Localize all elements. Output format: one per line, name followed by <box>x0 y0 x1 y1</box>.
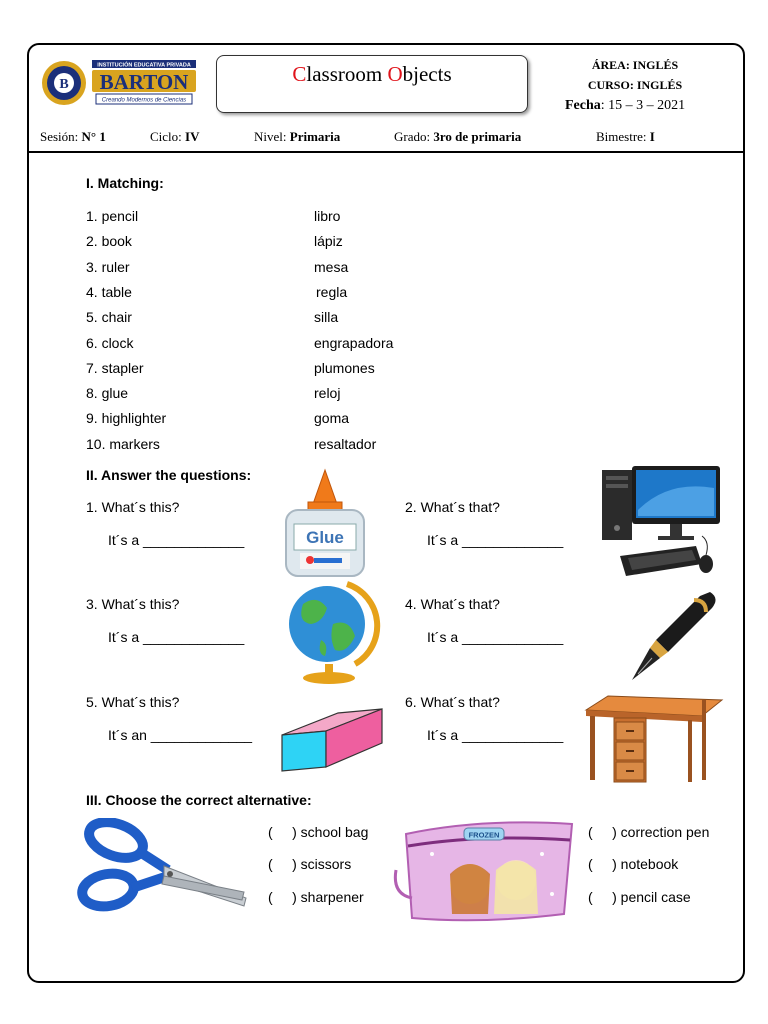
matching-english-item: 8. glue <box>86 385 129 402</box>
title-box <box>216 55 528 113</box>
matching-spanish-item: reloj <box>314 385 341 402</box>
bimester-label: Bimestre: <box>596 129 650 144</box>
option-scissors[interactable]: ( ) scissors <box>268 856 352 872</box>
option-correction-pen[interactable]: ( ) correction pen <box>588 824 710 840</box>
title-word1: lassroom <box>306 62 388 86</box>
pencil-case-icon <box>392 814 578 928</box>
logo-school-name: BARTON <box>99 70 189 94</box>
answer-line-4: It´s a _____________ <box>427 629 564 645</box>
scissors-icon <box>76 818 251 918</box>
page-title <box>217 62 527 87</box>
matching-heading: I. Matching: <box>86 175 164 191</box>
matching-english-item: 7. stapler <box>86 359 144 376</box>
matching-spanish-item: regla <box>316 283 348 300</box>
header-divider <box>27 151 745 153</box>
question-3: 3. What´s this? <box>86 596 180 612</box>
case-brand-label: FROZEN <box>468 830 500 840</box>
title-word2: bjects <box>402 62 452 86</box>
option-school-bag[interactable]: ( ) school bag <box>268 824 369 840</box>
glue-label: Glue <box>306 528 344 547</box>
svg-text:B: B <box>59 77 69 92</box>
computer-icon <box>598 460 728 580</box>
cycle-info <box>150 129 199 145</box>
answer-line-2: It´s a _____________ <box>427 532 564 548</box>
title-cap-c: C <box>292 62 307 86</box>
bimester-info <box>596 129 655 145</box>
cycle-value: IV <box>185 129 200 144</box>
session-value: N° 1 <box>81 129 106 144</box>
matching-spanish-item: silla <box>314 309 339 326</box>
bimester-value: I <box>649 129 655 144</box>
grade-value: 3ro de primaria <box>433 129 522 144</box>
answer-line-5: It´s an _____________ <box>108 727 253 743</box>
curso-label: CURSO: INGLÉS <box>587 78 683 92</box>
glue-bottle-icon <box>280 468 370 580</box>
alternatives-heading: III. Choose the correct alternative: <box>86 792 312 808</box>
matching-spanish-item: lápiz <box>314 233 343 250</box>
fecha-label: Fecha <box>565 98 601 113</box>
date-line <box>565 98 685 114</box>
questions-heading: II. Answer the questions: <box>86 467 252 483</box>
level-info <box>254 129 340 145</box>
matching-english-item: 1. pencil <box>86 208 139 224</box>
area-label: ÁREA: INGLÉS <box>591 58 679 72</box>
matching-english-item: 10. markers <box>86 435 160 452</box>
question-4: 4. What´s that? <box>405 596 500 612</box>
session-label: Sesión: <box>40 129 82 144</box>
matching-spanish-item: engrapadora <box>314 334 394 351</box>
matching-english-item: 3. ruler <box>86 258 130 275</box>
answer-line-3: It´s a _____________ <box>108 629 245 645</box>
level-label: Nivel: <box>254 129 290 144</box>
matching-spanish-item: plumones <box>314 359 375 376</box>
fecha-value: : 15 – 3 – 2021 <box>600 98 686 113</box>
option-sharpener[interactable]: ( ) sharpener <box>268 889 364 905</box>
matching-spanish-item: goma <box>314 410 350 427</box>
matching-english-item: 2. book <box>86 233 132 250</box>
cycle-label: Ciclo: <box>150 129 186 144</box>
grade-info <box>394 129 521 145</box>
globe-icon <box>283 578 383 686</box>
matching-english-item: 4. table <box>86 283 132 300</box>
logo-top-text: INSTITUCIÓN EDUCATIVA PRIVADA <box>97 62 191 69</box>
question-6: 6. What´s that? <box>405 694 500 710</box>
matching-spanish-item: mesa <box>314 258 349 275</box>
matching-english-item: 5. chair <box>86 309 132 326</box>
question-1: 1. What´s this? <box>86 499 180 515</box>
grade-label: Grado: <box>394 129 434 144</box>
pen-icon <box>624 588 720 684</box>
option-pencil-case[interactable]: ( ) pencil case <box>588 889 691 905</box>
school-logo <box>40 58 200 108</box>
eraser-icon <box>278 695 388 775</box>
question-5: 5. What´s this? <box>86 694 180 710</box>
matching-english-item: 6. clock <box>86 334 134 351</box>
answer-line-6: It´s a _____________ <box>427 727 564 743</box>
matching-spanish-item: libro <box>314 208 341 224</box>
matching-spanish-item: resaltador <box>314 435 377 452</box>
matching-english-item: 9. highlighter <box>86 410 167 427</box>
question-2: 2. What´s that? <box>405 499 500 515</box>
option-notebook[interactable]: ( ) notebook <box>588 856 679 872</box>
title-cap-o: O <box>387 62 403 86</box>
desk-icon <box>584 694 724 786</box>
logo-motto: Creando Modernos de Ciencias <box>101 97 187 104</box>
session-info <box>40 129 106 145</box>
level-value: Primaria <box>289 129 341 144</box>
answer-line-1: It´s a _____________ <box>108 532 245 548</box>
